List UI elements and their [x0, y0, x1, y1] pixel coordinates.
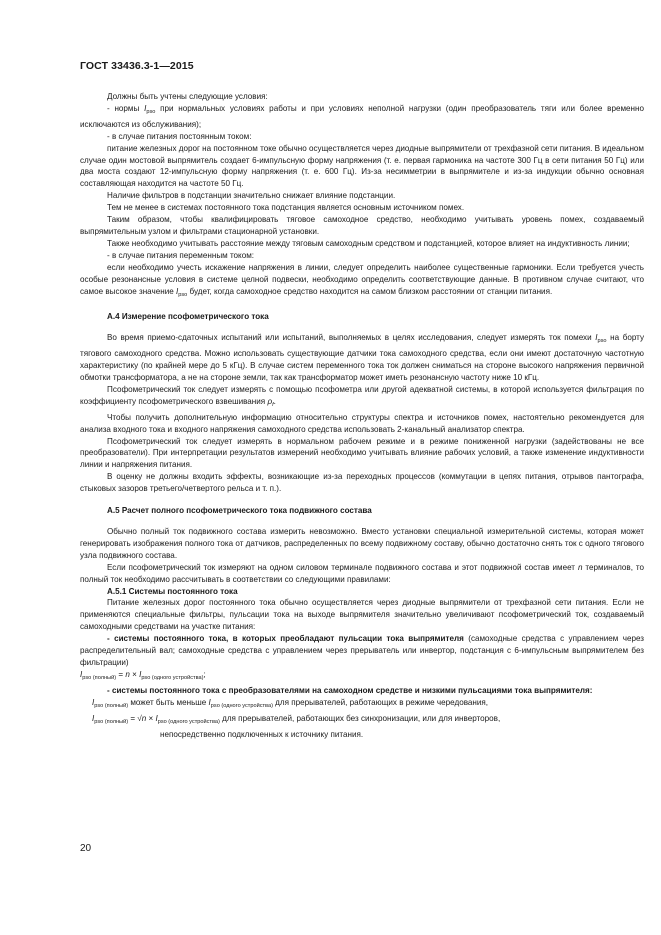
paragraph: Наличие фильтров в подстанции значительно снижает влияние подстанции. — [107, 191, 396, 201]
subsection-heading-a51: А.5.1 Системы постоянного тока — [107, 586, 238, 596]
paragraph: Также необходимо учитывать расстояние между тяговым самоходным средством и подстанцией, которое влияет на индуктивность линии; — [107, 238, 630, 248]
document-header: ГОСТ 33436.3-1—2015 — [80, 60, 194, 72]
formula-row-chopper-unsynchronized: $I_{pso (полный)} = √n \times I_{pso (одного устройства)}$ для прерывателей, работающих без синхронизации, или для инверторов, — [92, 713, 501, 725]
paragraph: питание железных дорог на постоянном токе обычно осуществляется через диодные выпрямители от трехфазной сети питания. В идеальном случае один мостовой выпрямитель создает 6-импульсную форму напряжения (т. е. первая гармоника на частоте 300 Гц в сети питания 50 Гц) или два моста создают 12-импульсную форму напряжения (т. е. 600 Гц). Из-за несимметрии в выпрямителе и из-за индукции обычно основная составляющая находится на частоте 50 Гц. — [80, 143, 644, 189]
paragraph: Тем не менее в системах постоянного тока подстанция является основным источником помех. — [107, 203, 465, 213]
paragraph: Таким образом, чтобы квалифицировать тяговое самоходное средство, необходимо учитывать уровень помех, создаваемый выпрямительным узлом и фильтрами стационарной установки. — [80, 215, 644, 236]
formula-row-chopper-interleaved: $I_{pso (полный)}$ может быть меньше $I_{pso (одного устройства)}$ для прерывателей, работающих в режиме чередования, — [92, 697, 489, 709]
paragraph: Псофометрический ток следует измерять с помощью псофометра или другой адекватной системы, в которой используется фильтрация по коэффициенту псофометрического взвешивания $\rho_f$. — [80, 384, 644, 408]
paragraph: Питание железных дорог постоянного тока обычно осуществляется через диодные выпрямители от трехфазной сети питания. Если не применяются специальные фильтры, пульсации тока на выходе выпрямителя значительно увеличивают псофометрический ток, создаваемый самоходными средствами на участке питания: — [80, 598, 644, 632]
section-heading-a5: А.5 Расчет полного псофометрического тока подвижного состава — [107, 505, 372, 515]
paragraph: Должны быть учтены следующие условия: — [107, 92, 268, 101]
paragraph: Псофометрический ток следует измерять в нормальном рабочем режиме и в режиме пониженной нагрузки (задействованы не все преобразователи). При интерпретации результатов измерений необходимо учитывать влияние рабочих условий, а также изменение индуктивности линии и напряжения питания. — [80, 436, 644, 470]
paragraph: Чтобы получить дополнительную информацию относительно структуры спектра и источников помех, настоятельно рекомендуется для анализа входного тока и входного напряжения самоходного средства использовать 2-канальный анализатор спектра. — [80, 412, 644, 434]
paragraph: - нормы $I_{pso}$ при нормальных условиях работы и при условиях неполной нагрузки (один преобразователь тяги или более временно исключаются из обслуживания); — [80, 103, 644, 129]
page-number: 20 — [80, 843, 92, 854]
paragraph: - в случае питания постоянным током: — [107, 131, 252, 141]
paragraph: Во время приемо-сдаточных испытаний или испытаний, выполняемых в целях исследования, следует измерять ток помехи $I_{pso}$ на борту тягового самоходного средства. Можно использовать существующие датчики тока самоходного средства, если они имеют достаточную частотную характеристику (по крайней мере до 5 кГц). В случае систем переменного тока ток должен сниматься на стороне высокого напряжения первичной обмотки трансформатора, а не на стороне земли, так как трансформатор может иметь резонансную частоту ниже 10 кГц. — [80, 333, 644, 383]
paragraph: Обычно полный ток подвижного состава измерить невозможно. Вместо установки специальной измерительной системы, которая может генерировать изображения полного тока от датчиков, распределенных по всему подвижному составу, обычно достаточно снять ток с одного тягового узла подвижного состава. — [80, 527, 644, 560]
paragraph: В оценку не должны входить эффекты, возникающие из-за переходных процессов (коммутации в цепях питания, отрывов пантографа, стыковых зазоров третьего/четвертого рельса и т. п.). — [80, 472, 644, 494]
paragraph: если необходимо учесть искажение напряжения в линии, следует определить наиболее существенные гармоники. Если требуется учесть особые резонансные условия в системе целной подвески, необходимо определить соответствующие данные. В противном случае считают, что самое высокое значение $I_{pso}$ будет, когда самоходное средство находится на самом близком расстоянии от станции питания. — [80, 262, 644, 298]
formula-total-current: $I_{pso (полный)} = n \times I_{pso (одного устройства)}$; — [80, 669, 206, 681]
section-heading-a4: А.4 Измерение псофометрического тока — [107, 311, 269, 321]
paragraph: - системы постоянного тока с преобразователями на самоходном средстве и низкими пульсациями тока выпрямителя: — [107, 685, 593, 695]
formula-row-continuation: непосредственно подключенных к источнику питания. — [160, 729, 364, 739]
paragraph: - в случае питания переменным током: — [107, 250, 255, 260]
document-body — [80, 91, 644, 740]
paragraph: - системы постоянного тока, в которых преобладают пульсации тока выпрямителя (самоходные средства с управлением через распределительный вал; самоходные средства с управлением через прерыватель или инвертор, подстанция с 6-импульсным выпрямителем без фильтрации) — [80, 634, 644, 667]
paragraph: Если псофометрический ток измеряют на одном силовом терминале подвижного состава и этот подвижной состав имеет n терминалов, то полный ток необходимо рассчитывать в соответствии со следующими правилами: — [80, 562, 644, 584]
